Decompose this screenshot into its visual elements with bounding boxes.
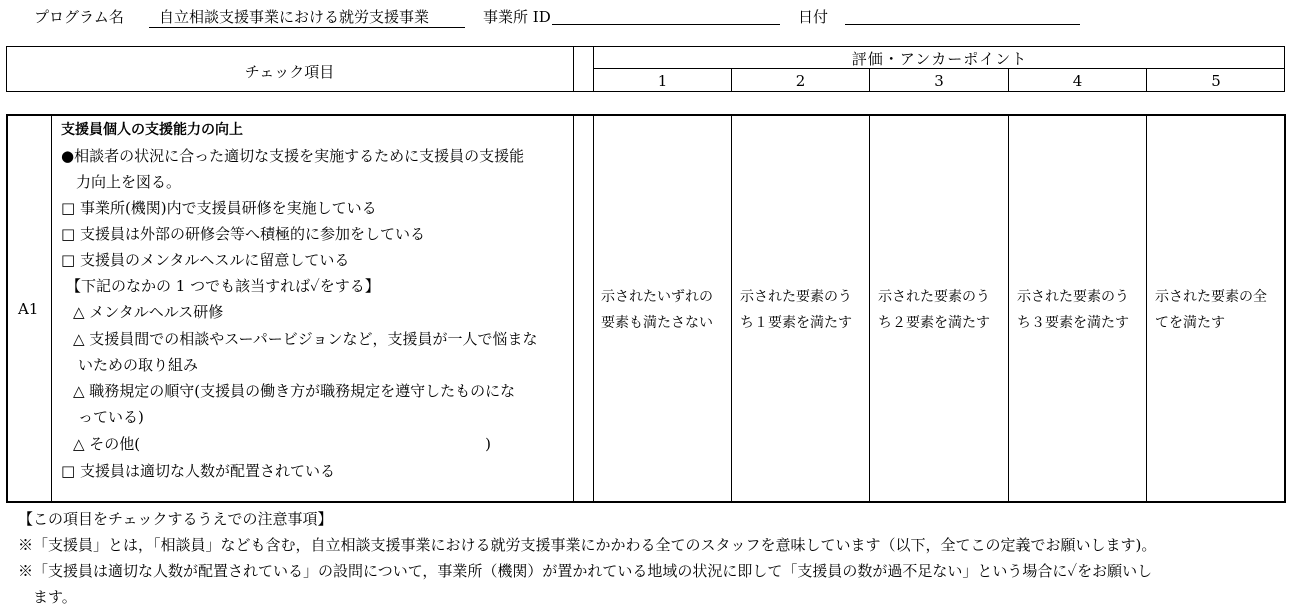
date-field[interactable]: [845, 24, 1080, 25]
item-line: っている): [78, 408, 144, 426]
score-header-4: 4: [1072, 72, 1083, 90]
anchor-2: 示された要素のうち１要素を満たす: [740, 289, 852, 331]
item-line: 【下記のなかの 1 つでも該当すれば✓をする】: [66, 277, 380, 295]
program-name-value[interactable]: 自立相談支援事業における就労支援事業: [149, 6, 465, 28]
divider: [1146, 114, 1147, 503]
evaluation-header: 評価・アンカーポイント: [851, 50, 1028, 68]
checklist-item[interactable]: □ 支援員は適切な人数が配置されている: [61, 462, 335, 480]
score-header-1: 1: [657, 72, 668, 90]
divider: [869, 114, 870, 503]
anchor-4: 示された要素のうち３要素を満たす: [1017, 289, 1129, 331]
item-line: 力向上を図る。: [61, 173, 182, 191]
office-id-field[interactable]: [552, 24, 780, 25]
divider: [731, 114, 732, 503]
item-line: ●相談者の状況に合った適切な支援を実施するために支援員の支援能: [61, 147, 525, 165]
anchor-1: 示されたいずれの要素も満たさない: [601, 289, 713, 331]
note-line: ます。: [18, 588, 77, 606]
checklist-item[interactable]: □ 支援員は外部の研修会等へ積極的に参加をしている: [61, 225, 425, 243]
sub-item[interactable]: △ 職務規定の順守(支援員の働き方が職務規定を遵守したものにな: [73, 382, 516, 400]
score-header-2: 2: [795, 72, 806, 90]
note-line: ※「支援員」とは，「相談員」なども含む，自立相談支援事業における就労支援事業にかかわる全てのスタッフを意味しています（以下，全てこの定義でお願いします)。: [18, 536, 1157, 554]
divider: [51, 114, 52, 503]
sub-item[interactable]: △ メンタルヘルス研修: [73, 303, 224, 321]
anchor-3: 示された要素のうち２要素を満たす: [878, 289, 990, 331]
item-line: いための取り組み: [78, 356, 199, 374]
score-header-5: 5: [1211, 72, 1221, 90]
score-header-3: 3: [934, 72, 944, 90]
date-label: 日付: [798, 8, 829, 26]
divider: [593, 114, 594, 503]
divider: [1008, 114, 1009, 503]
notes-heading: 【この項目をチェックするうえでの注意事項】: [18, 510, 333, 528]
item-id: A1: [18, 300, 39, 318]
anchor-5: 示された要素の全てを満たす: [1155, 289, 1267, 331]
divider: [573, 114, 574, 503]
sub-item[interactable]: △ その他( ): [73, 435, 492, 453]
office-id-label: 事業所 ID: [483, 8, 551, 26]
note-line: ※「支援員は適切な人数が配置されている」の設問について，事業所（機関）が置かれている地域の状況に即して「支援員の数が過不足ない」という場合に✓をお願いし: [18, 562, 1153, 580]
divider: [573, 46, 574, 92]
check-item-header: チェック項目: [244, 63, 335, 81]
item-title: 支援員個人の支援能力の向上: [61, 122, 243, 138]
sub-item[interactable]: △ 支援員間での相談やスーパービジョンなど，支援員が一人で悩まな: [73, 330, 538, 348]
checklist-item[interactable]: □ 事業所(機関)内で支援員研修を実施している: [61, 199, 377, 217]
program-name-label: プログラム名: [34, 8, 124, 26]
checklist-item[interactable]: □ 支援員のメンタルヘスルに留意している: [61, 251, 350, 269]
